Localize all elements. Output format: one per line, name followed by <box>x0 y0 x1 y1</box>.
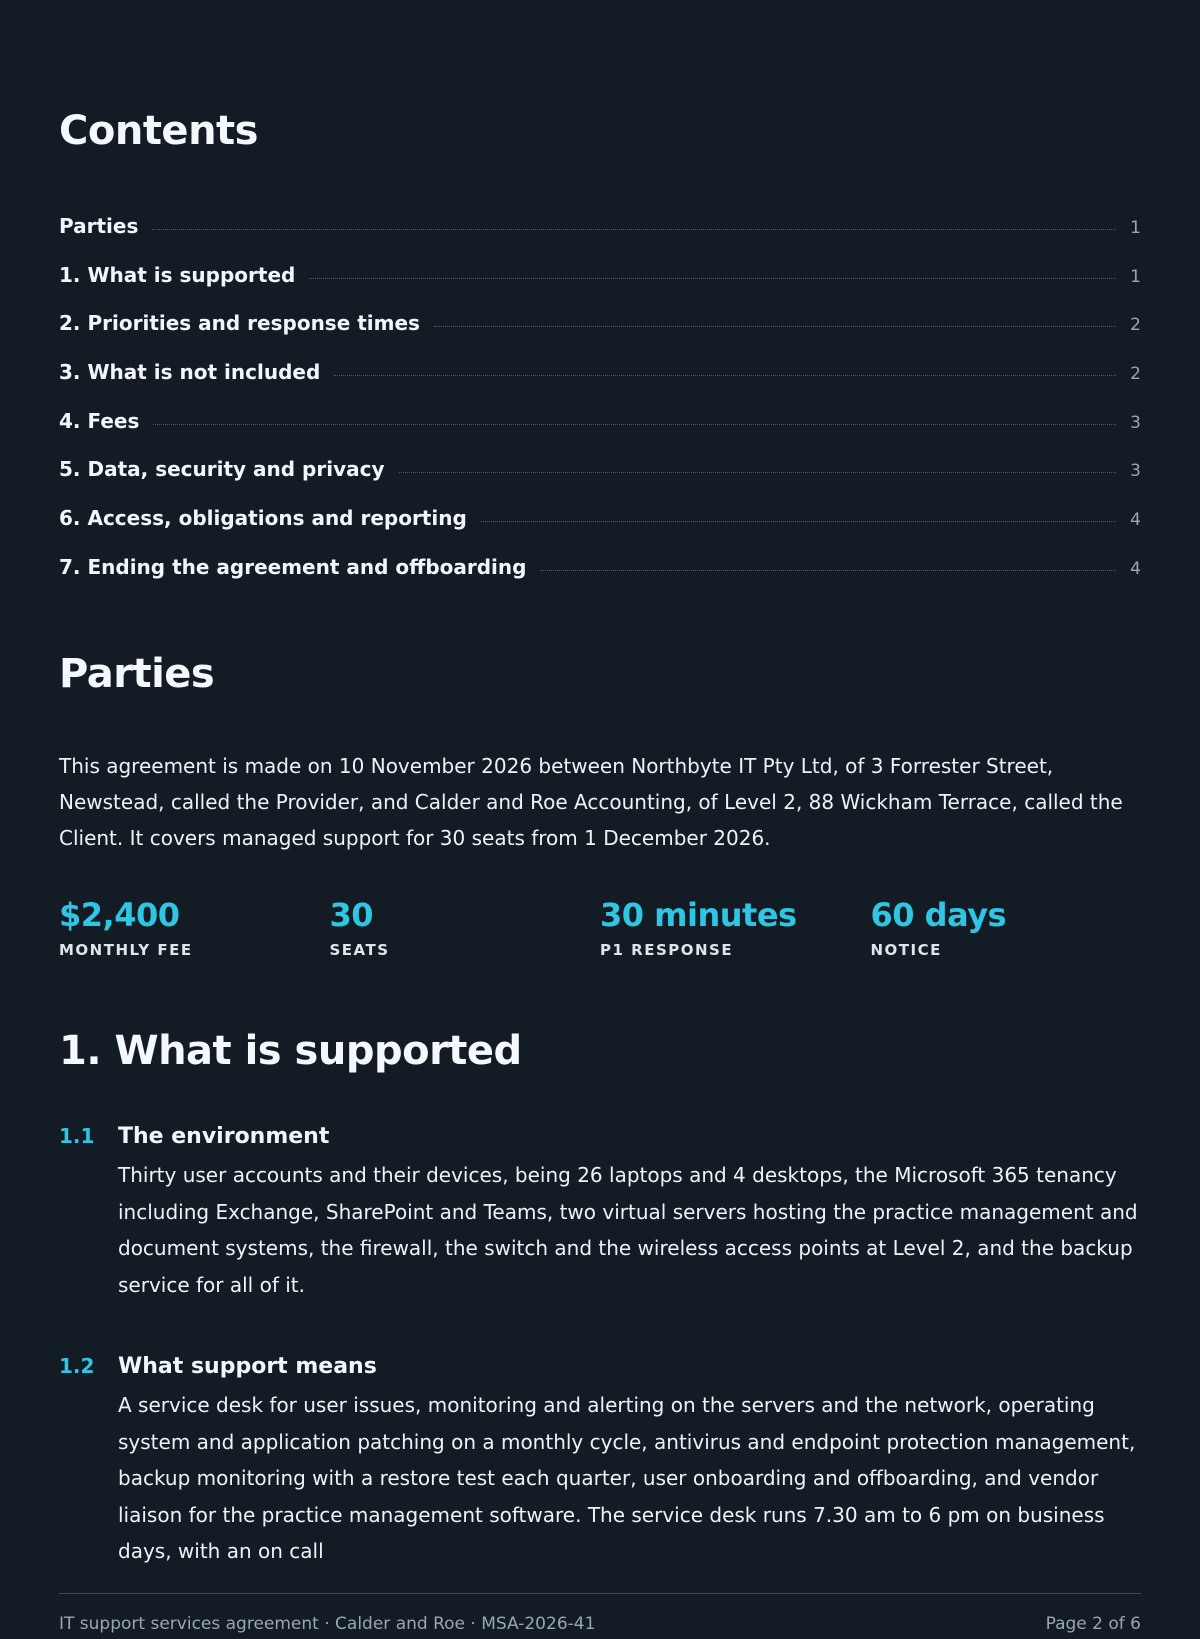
toc-item-label[interactable]: 4. Fees <box>59 408 140 433</box>
toc-item[interactable] <box>59 263 1141 312</box>
footer-document-info: IT support services agreement · Calder and Roe · MSA-2026-41 <box>59 1614 596 1634</box>
clause-number: 1.2 <box>59 1354 95 1378</box>
clause-1-1 <box>59 1124 1141 1303</box>
toc-item-label[interactable]: 6. Access, obligations and reporting <box>59 506 467 531</box>
toc-page-number: 3 <box>1130 461 1141 482</box>
toc-item-label[interactable]: 1. What is supported <box>59 262 296 287</box>
toc-page-number: 1 <box>1130 218 1141 238</box>
toc-leader-dots <box>309 278 1116 279</box>
parties-heading: Parties <box>59 651 215 697</box>
stat-label: NOTICE <box>870 941 942 959</box>
key-figures <box>59 895 1141 959</box>
clause-title: What support means <box>118 1354 377 1379</box>
clause-1-2 <box>59 1354 1141 1570</box>
stat-notice <box>871 895 1142 959</box>
toc-leader-dots <box>399 472 1117 473</box>
toc-page-number: 2 <box>1130 364 1141 385</box>
stat-label: SEATS <box>329 941 390 959</box>
toc-item-label[interactable]: Parties <box>59 214 139 238</box>
stat-label: P1 RESPONSE <box>600 941 734 959</box>
parties-paragraph: This agreement is made on 10 November 2026 between Northbyte IT Pty Ltd, of 3 Forrester Street, Newstead, called the Provider, and Calder and Roe Accounting, of Level 2, 88 Wickham Terrace, called the Client. It covers managed support for 30 seats from 1 December 2026. <box>59 754 1123 850</box>
toc-leader-dots <box>434 326 1116 327</box>
toc-page-number: 1 <box>1130 266 1141 287</box>
stat-seats <box>330 895 601 959</box>
toc-leader-dots <box>153 424 1116 425</box>
contents-heading: Contents <box>59 108 258 154</box>
toc-page-number: 2 <box>1130 315 1141 336</box>
toc-page-number: 4 <box>1130 558 1141 579</box>
table-of-contents <box>59 214 1141 604</box>
stat-value: 60 days <box>870 896 1007 934</box>
clause-body: A service desk for user issues, monitoring and alerting on the servers and the network, operating system and application patching on a monthly cycle, antivirus and endpoint protection management, backup monitoring with a restore test each quarter, user onboarding and offboarding, and vendor liaison for the practice management software. The service desk runs 7.30 am to 6 pm on business days, with an on call <box>118 1393 1136 1563</box>
stat-value: 30 minutes <box>600 896 797 934</box>
toc-page-number: 4 <box>1130 510 1141 531</box>
clause-number: 1.1 <box>59 1124 95 1148</box>
clause-title: The environment <box>118 1124 330 1149</box>
clause-header <box>59 1124 1141 1149</box>
toc-item[interactable] <box>59 409 1141 458</box>
toc-item-label[interactable]: 5. Data, security and privacy <box>59 457 385 482</box>
stat-value: 30 <box>329 896 374 934</box>
toc-item-label[interactable]: 2. Priorities and response times <box>59 311 420 336</box>
stat-p1-response <box>600 895 871 959</box>
toc-leader-dots <box>334 375 1116 376</box>
section-1-heading: 1. What is supported <box>59 1028 522 1074</box>
toc-page-number: 3 <box>1130 412 1141 433</box>
toc-item[interactable] <box>59 555 1141 604</box>
clause-header <box>59 1354 1141 1379</box>
toc-item[interactable] <box>59 506 1141 555</box>
toc-item[interactable] <box>59 214 1141 263</box>
toc-leader-dots <box>540 570 1116 571</box>
toc-item[interactable] <box>59 360 1141 409</box>
toc-item[interactable] <box>59 457 1141 506</box>
stat-monthly-fee <box>59 895 330 959</box>
toc-leader-dots <box>481 521 1116 522</box>
stat-label: MONTHLY FEE <box>59 941 193 959</box>
toc-leader-dots <box>152 229 1116 230</box>
toc-item[interactable] <box>59 311 1141 360</box>
toc-item-label[interactable]: 7. Ending the agreement and offboarding <box>59 554 527 579</box>
clause-body: Thirty user accounts and their devices, being 26 laptops and 4 desktops, the Microsoft 365 tenancy including Exchange, SharePoint and Teams, two virtual servers hosting the practice management and document systems, the firewall, the switch and the wireless access points at Level 2, and the backup service for all of it. <box>118 1163 1138 1297</box>
toc-item-label[interactable]: 3. What is not included <box>59 360 321 385</box>
document-page <box>59 0 1141 1639</box>
footer-page-number: Page 2 of 6 <box>1045 1614 1141 1634</box>
page-footer <box>59 1593 1141 1634</box>
stat-value: $2,400 <box>59 896 180 934</box>
